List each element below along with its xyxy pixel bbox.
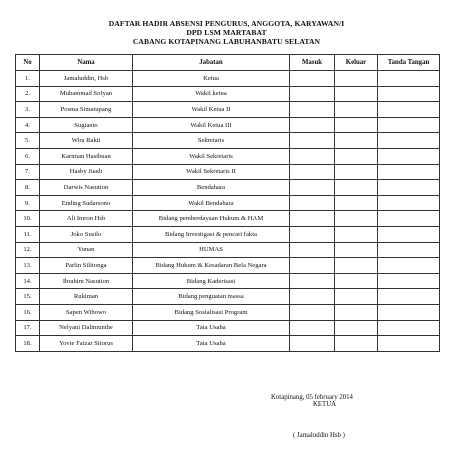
member-name: Sapen Wibowo [40, 304, 133, 320]
member-name: Parlin Silitonga [40, 258, 133, 274]
masuk-cell [290, 258, 335, 274]
member-position: Wakil Bendahara [133, 195, 290, 211]
member-name: Jamaluddin, Hsb [40, 71, 133, 87]
row-number: 1. [16, 71, 40, 87]
table-row [16, 304, 440, 320]
column-header-no: No [16, 55, 40, 71]
keluar-cell [335, 258, 378, 274]
keluar-cell [335, 180, 378, 196]
masuk-cell [290, 86, 335, 102]
attendance-table [15, 54, 440, 352]
member-name: Posma Simatupang [40, 102, 133, 118]
row-number: 14. [16, 273, 40, 289]
signature-cell [378, 258, 440, 274]
signature-cell [378, 320, 440, 336]
row-number: 16. [16, 304, 40, 320]
masuk-cell [290, 133, 335, 149]
member-name: Ibrahim Nasution [40, 273, 133, 289]
row-number: 5. [16, 133, 40, 149]
keluar-cell [335, 71, 378, 87]
member-name: Sugianto [40, 117, 133, 133]
masuk-cell [290, 195, 335, 211]
table-row [16, 242, 440, 258]
row-number: 11. [16, 226, 40, 242]
member-position: Bidang Kaderisasi [133, 273, 290, 289]
masuk-cell [290, 242, 335, 258]
keluar-cell [335, 289, 378, 305]
table-row [16, 71, 440, 87]
masuk-cell [290, 289, 335, 305]
row-number: 10. [16, 211, 40, 227]
member-position: Bendahara [133, 180, 290, 196]
organization-name: DPD LSM MARTABAT [186, 28, 267, 37]
table-row [16, 289, 440, 305]
signature-cell [378, 71, 440, 87]
signature-cell [378, 133, 440, 149]
signature-cell [378, 86, 440, 102]
member-position: Tata Usaha [133, 320, 290, 336]
column-header-tanda-tangan: Tanda Tangan [378, 55, 440, 71]
member-name: Muhammad Sofyan [40, 86, 133, 102]
member-name: Ending Sudarsono [40, 195, 133, 211]
masuk-cell [290, 226, 335, 242]
signature-cell [378, 164, 440, 180]
table-row [16, 148, 440, 164]
branch-name: CABANG KOTAPINANG LABUHANBATU SELATAN [132, 37, 321, 46]
keluar-cell [335, 211, 378, 227]
signature-cell [378, 148, 440, 164]
masuk-cell [290, 211, 335, 227]
masuk-cell [290, 102, 335, 118]
signature-cell [378, 336, 440, 352]
masuk-cell [290, 117, 335, 133]
masuk-cell [290, 273, 335, 289]
table-row [16, 211, 440, 227]
column-header-nama: Nama [40, 55, 133, 71]
member-name: Joko Susilo [40, 226, 133, 242]
member-name: Hasby Juadi [40, 164, 133, 180]
member-name: Wira Bakti [40, 133, 133, 149]
masuk-cell [290, 304, 335, 320]
table-row [16, 320, 440, 336]
row-number: 18. [16, 336, 40, 352]
column-header-jabatan: Jabatan [133, 55, 290, 71]
table-row [16, 133, 440, 149]
keluar-cell [335, 102, 378, 118]
column-header-masuk: Masuk [290, 55, 335, 71]
table-row [16, 164, 440, 180]
signature-cell [378, 226, 440, 242]
row-number: 15. [16, 289, 40, 305]
member-position: Bidang Investigasi & pencari fakta [133, 226, 290, 242]
signature-cell [378, 102, 440, 118]
member-position: Wakil Sekretaris [133, 148, 290, 164]
signatory-role: KETUA [313, 401, 337, 408]
member-name: Yovie Faizar Sitorus [40, 336, 133, 352]
table-row [16, 102, 440, 118]
member-position: Sekretaris [133, 133, 290, 149]
row-number: 9. [16, 195, 40, 211]
member-position: Bidang penguatan massa [133, 289, 290, 305]
keluar-cell [335, 273, 378, 289]
row-number: 6. [16, 148, 40, 164]
member-name: Yunan [40, 242, 133, 258]
row-number: 12. [16, 242, 40, 258]
keluar-cell [335, 148, 378, 164]
member-position: Bidang pemberdayaan Hukum & HAM [133, 211, 290, 227]
place-date: Kotapinang, 05 february 2014 [271, 394, 353, 401]
keluar-cell [335, 242, 378, 258]
table-row [16, 226, 440, 242]
masuk-cell [290, 180, 335, 196]
masuk-cell [290, 164, 335, 180]
keluar-cell [335, 304, 378, 320]
keluar-cell [335, 86, 378, 102]
row-number: 13. [16, 258, 40, 274]
table-header-row [16, 55, 440, 71]
signatory-name: ( Jamaluddin Hsb ) [293, 432, 345, 439]
signature-cell [378, 273, 440, 289]
keluar-cell [335, 133, 378, 149]
signature-cell [378, 195, 440, 211]
member-position: HUMAS [133, 242, 290, 258]
row-number: 17. [16, 320, 40, 336]
table-row [16, 117, 440, 133]
table-row [16, 180, 440, 196]
keluar-cell [335, 164, 378, 180]
masuk-cell [290, 148, 335, 164]
signature-cell [378, 180, 440, 196]
member-position: Bidang Hukum & Kesadaran Bela Negara [133, 258, 290, 274]
table-row [16, 336, 440, 352]
member-name: Rukiman [40, 289, 133, 305]
member-position: Bidang Sosialisasi Program [133, 304, 290, 320]
signature-cell [378, 289, 440, 305]
member-position: Ketua [133, 71, 290, 87]
masuk-cell [290, 71, 335, 87]
table-row [16, 86, 440, 102]
document-title: DAFTAR HADIR ABSENSI PENGURUS, ANGGOTA, KARYAWAN/I [108, 19, 345, 28]
keluar-cell [335, 117, 378, 133]
member-name: Nelyani Dalimunthe [40, 320, 133, 336]
member-position: Wakil Sekretaris II [133, 164, 290, 180]
keluar-cell [335, 336, 378, 352]
keluar-cell [335, 320, 378, 336]
table-row [16, 273, 440, 289]
keluar-cell [335, 195, 378, 211]
keluar-cell [335, 226, 378, 242]
table-row [16, 258, 440, 274]
signature-cell [378, 117, 440, 133]
masuk-cell [290, 320, 335, 336]
signature-cell [378, 211, 440, 227]
member-position: Wakil Ketua III [133, 117, 290, 133]
member-position: Tata Usaha [133, 336, 290, 352]
row-number: 7. [16, 164, 40, 180]
masuk-cell [290, 336, 335, 352]
row-number: 2. [16, 86, 40, 102]
signature-cell [378, 242, 440, 258]
signature-cell [378, 304, 440, 320]
member-name: Kariman Hasibuan [40, 148, 133, 164]
row-number: 4. [16, 117, 40, 133]
member-name: Ali Imron Hsb [40, 211, 133, 227]
row-number: 8. [16, 180, 40, 196]
member-position: Wakil ketua [133, 86, 290, 102]
member-name: Darwis Nasution [40, 180, 133, 196]
column-header-keluar: Keluar [335, 55, 378, 71]
table-row [16, 195, 440, 211]
member-position: Wakil Ketua II [133, 102, 290, 118]
row-number: 3. [16, 102, 40, 118]
